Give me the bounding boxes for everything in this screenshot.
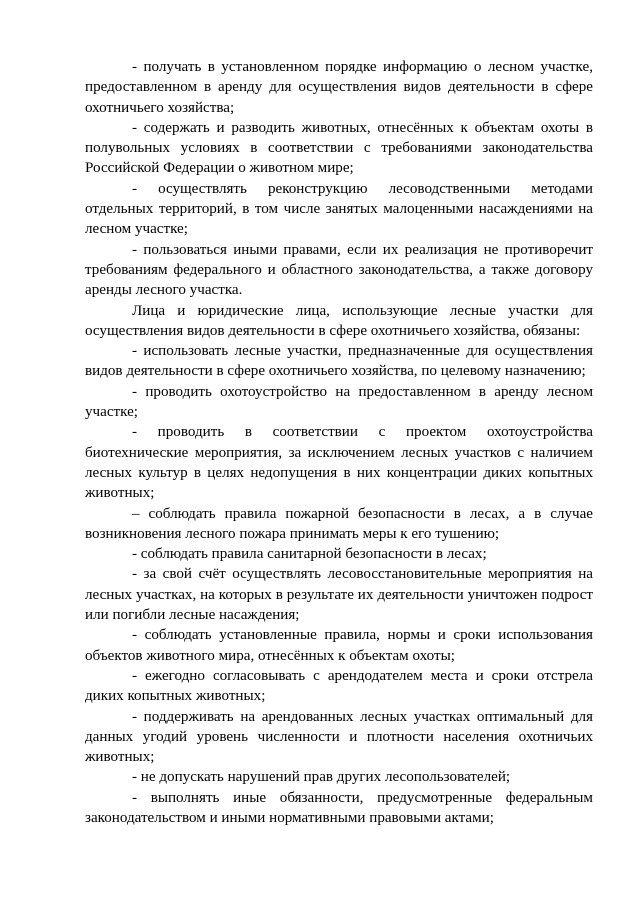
paragraph-duty-fire-safety: – соблюдать правила пожарной безопасности в лесах, а в случае возникновения лесного пожара принимать меры к его тушению; bbox=[85, 505, 593, 542]
paragraph-duty-intended-use: - использовать лесные участки, предназначенные для осуществления видов деятельности в сфере охотничьего хозяйства, по целевому назначению; bbox=[85, 343, 593, 380]
paragraph-duty-reforestation: - за свой счёт осуществлять лесовосстановительные мероприятия на лесных участках, на которых в результате их деятельности уничтожен подрост или погибли лесные насаждения; bbox=[85, 566, 593, 624]
paragraph-duty-hunting-management: - проводить охотоустройство на предоставленном в аренду лесном участке; bbox=[85, 383, 593, 421]
paragraph-duty-wildlife-rules: - соблюдать установленные правила, нормы и сроки использования объектов животного мира, отнесённых к объектам охоты; bbox=[85, 627, 593, 664]
paragraph-right-keep-animals: - содержать и разводить животных, отнесённых к объектам охоты в полувольных условиях в соответствии с требованиями законодательства Российской Федерации о животном мире; bbox=[85, 119, 593, 177]
document-page bbox=[85, 57, 593, 828]
paragraph-obligations-intro: Лица и юридические лица, использующие лесные участки для осуществления видов деятельности в сфере охотничьего хозяйства, обязаны: bbox=[85, 302, 593, 339]
paragraph-duty-population: - поддерживать на арендованных лесных участках оптимальный для данных угодий уровень численности и плотности населения охотничьих животных; bbox=[85, 708, 593, 766]
paragraph-right-reconstruction: - осуществлять реконструкцию лесоводственными методами отдельных территорий, в том числе занятых малоценными насаждениями на лесном участке; bbox=[85, 180, 593, 238]
paragraph-duty-other: - выполнять иные обязанности, предусмотренные федеральным законодательством и иными нормативными правовыми актами; bbox=[85, 789, 593, 826]
paragraph-right-obtain-information: - получать в установленном порядке информацию о лесном участке, предоставленном в аренду для осуществления видов деятельности в сфере охотничьего хозяйства; bbox=[85, 59, 593, 116]
paragraph-duty-sanitary-safety: - соблюдать правила санитарной безопасности в лесах; bbox=[132, 546, 487, 563]
paragraph-right-other: - пользоваться иными правами, если их реализация не противоречит требованиям федерального и областного законодательства, а также договору аренды лесного участка. bbox=[85, 241, 593, 299]
paragraph-duty-no-violations: - не допускать нарушений прав других лесопользователей; bbox=[132, 769, 511, 786]
paragraph-duty-shooting-approval: - ежегодно согласовывать с арендодателем места и сроки отстрела диких копытных животных; bbox=[85, 667, 593, 705]
paragraph-duty-biotechnical: - проводить в соответствии с проектом охотоустройства биотехнические мероприятия, за исключением лесных участков с наличием лесных культур в целях недопущения в них концентрации диких копытных животных; bbox=[85, 424, 593, 502]
